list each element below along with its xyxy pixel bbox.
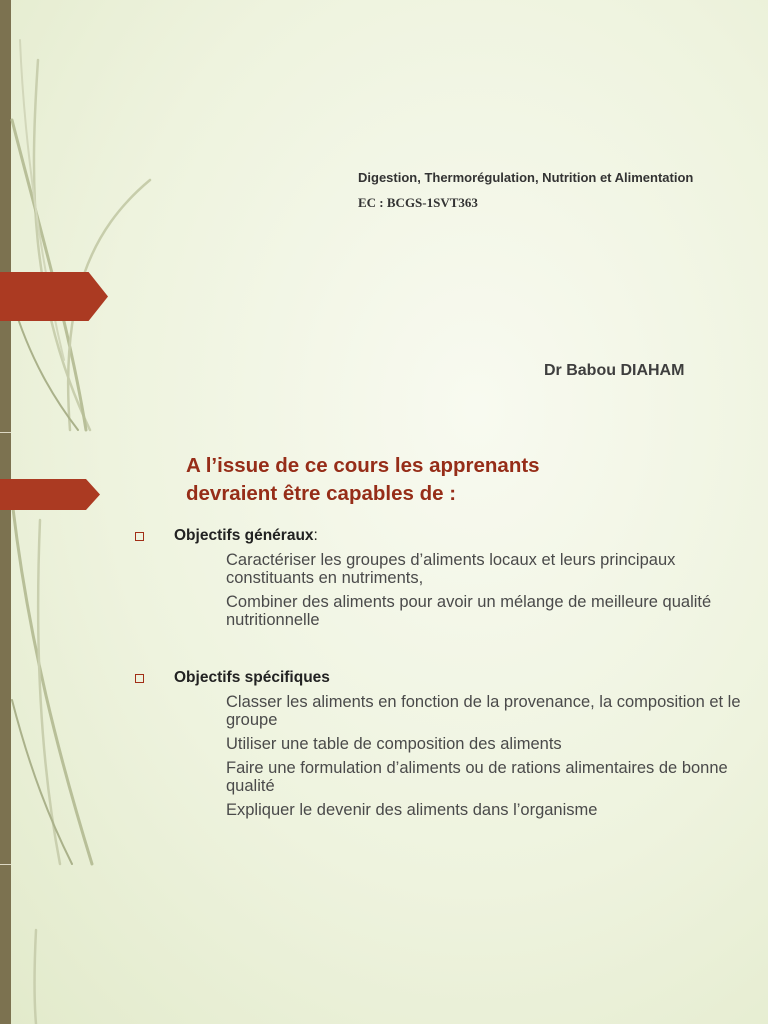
section-general-objectives (135, 527, 735, 635)
objective-list (226, 693, 746, 819)
checkbox-bullet-icon (135, 532, 144, 541)
section-header (135, 527, 735, 545)
section-header (135, 669, 735, 687)
list-item: Faire une formulation d’aliments ou de rations alimentaires de bonne qualité (226, 759, 728, 795)
checkbox-bullet-icon (135, 674, 144, 683)
section-suffix: : (313, 527, 318, 544)
author-name: Dr Babou DIAHAM (544, 362, 685, 379)
objectives-heading (186, 452, 746, 508)
list-item: Classer les aliments en fonction de la provenance, la composition et le groupe (226, 693, 741, 729)
objective-list (226, 551, 746, 629)
heading-line: A l’issue de ce cours les apprenants (186, 454, 540, 477)
title-block (358, 170, 758, 211)
section-label: Objectifs spécifiques (174, 669, 330, 686)
section-specific-objectives (135, 669, 741, 825)
list-item: Caractériser les groupes d’aliments locaux et leurs principaux constituants en nutriments, (226, 551, 676, 587)
red-arrow-shape (0, 272, 108, 321)
heading-line: devraient être capables de : (186, 482, 457, 505)
section-label: Objectifs généraux (174, 527, 314, 544)
red-arrow-shape (0, 479, 100, 510)
list-item: Combiner des aliments pour avoir un mélange de meilleure qualité nutritionnelle (226, 593, 712, 629)
list-item: Expliquer le devenir des aliments dans l’organisme (226, 801, 598, 819)
course-code: EC : BCGS-1SVT363 (358, 195, 478, 210)
list-item: Utiliser une table de composition des aliments (226, 735, 562, 753)
course-title: Digestion, Thermorégulation, Nutrition et Alimentation (358, 170, 694, 185)
